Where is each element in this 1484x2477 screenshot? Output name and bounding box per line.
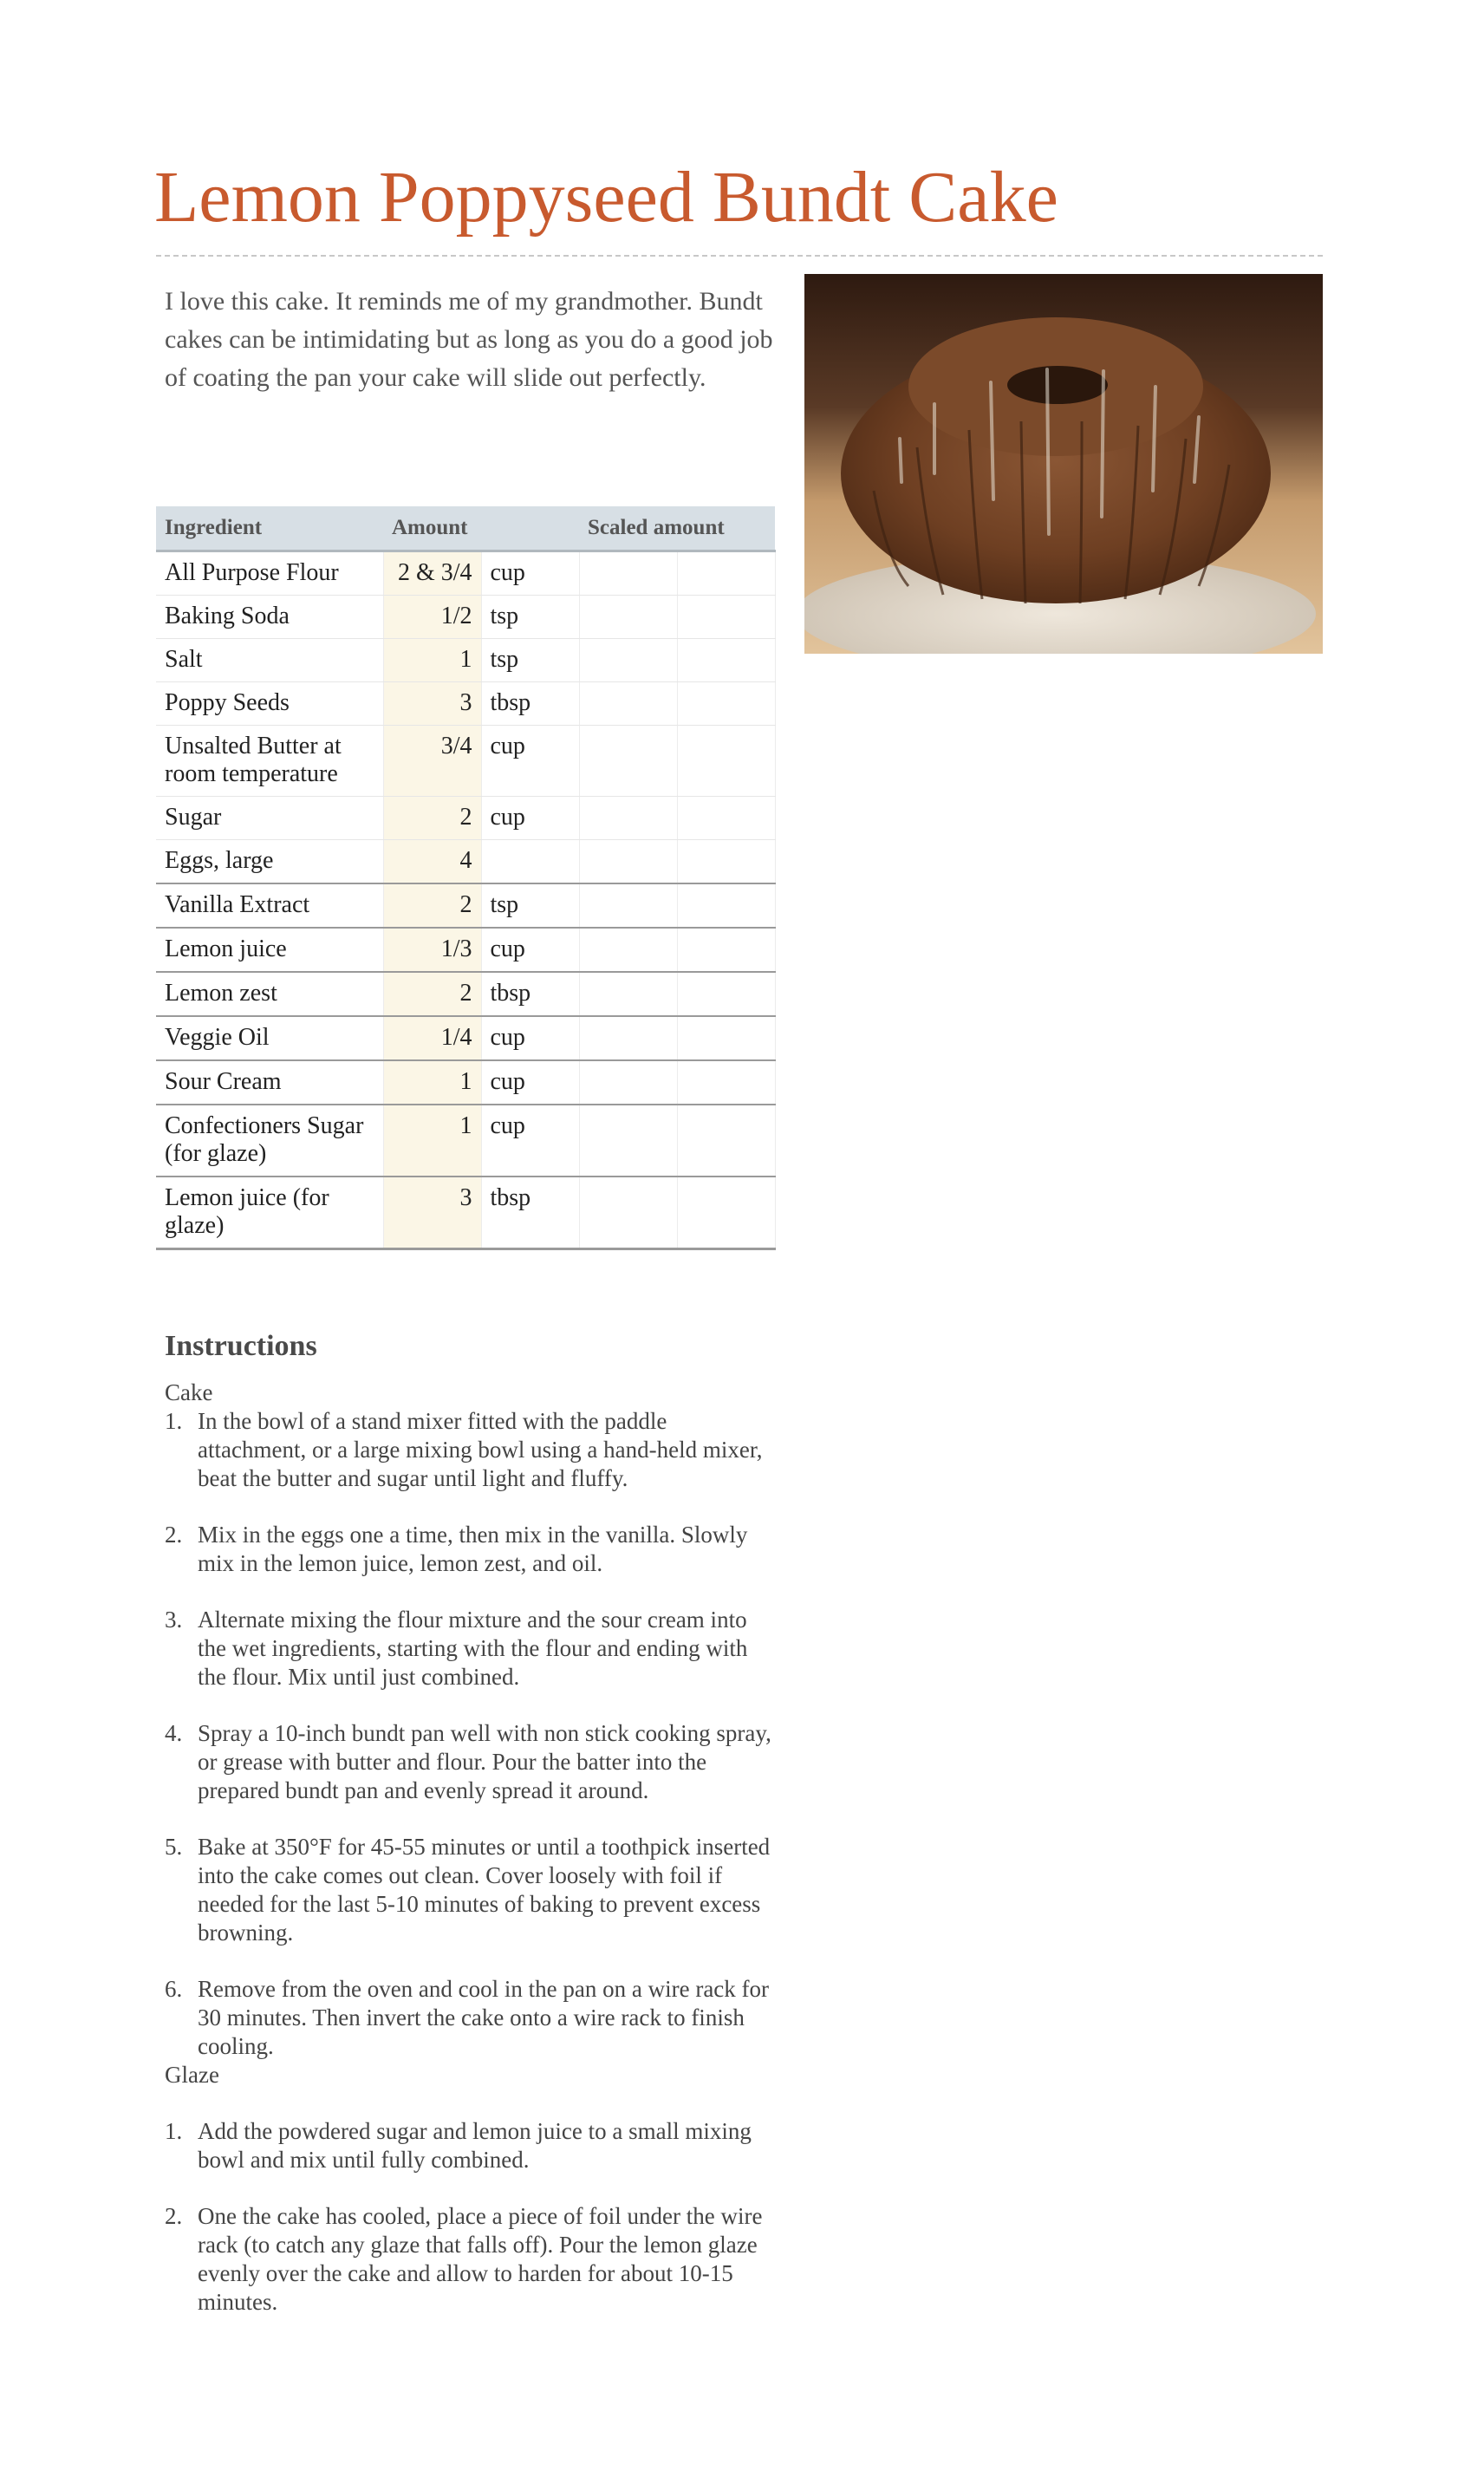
table-row [156, 682, 775, 726]
step-number: 2. [165, 2203, 183, 2229]
amount-cell: 4 [383, 840, 481, 884]
step-text: One the cake has cooled, place a piece of foil under the wire rack (to catch any glaze that falls off). Pour the lemon glaze evenly over the cake and allow to harden for about 10-15 minutes. [198, 2203, 763, 2315]
ingredient-cell: Confectioners Sugar (for glaze) [156, 1105, 383, 1177]
scaled-amount-cell [579, 883, 677, 928]
table-row [156, 726, 775, 797]
list-item [165, 1975, 771, 2061]
step-text: Remove from the oven and cool in the pan on a wire rack for 30 minutes. Then invert the cake onto a wire rack to finish cooling. [198, 1976, 770, 2059]
cake-steps-list [165, 1407, 771, 2061]
step-text: In the bowl of a stand mixer fitted with the paddle attachment, or a large mixing bowl using a hand-held mixer, beat the butter and sugar until light and fluffy. [198, 1408, 763, 1491]
unit-cell: tsp [481, 596, 579, 639]
unit-cell: tsp [481, 639, 579, 682]
amount-cell: 1/4 [383, 1016, 481, 1060]
amount-cell: 2 [383, 972, 481, 1016]
list-item [165, 1719, 771, 1805]
ingredient-cell: Baking Soda [156, 596, 383, 639]
scaled-unit-cell [677, 682, 775, 726]
unit-cell: cup [481, 928, 579, 972]
step-text: Spray a 10-inch bundt pan well with non stick cooking spray, or grease with butter and flour. Pour the batter into the prepared bundt pan and evenly spread it around. [198, 1720, 771, 1803]
glaze-steps-list [165, 2117, 771, 2317]
scaled-amount-cell [579, 596, 677, 639]
scaled-unit-cell [677, 840, 775, 884]
list-item [165, 1521, 771, 1578]
unit-cell: cup [481, 797, 579, 840]
scaled-unit-cell [677, 639, 775, 682]
scaled-unit-cell [677, 797, 775, 840]
step-number: 6. [165, 1976, 183, 2002]
scaled-unit-cell [677, 972, 775, 1016]
unit-cell: tbsp [481, 682, 579, 726]
scaled-unit-cell [677, 596, 775, 639]
step-number: 1. [165, 1408, 183, 1434]
step-number: 3. [165, 1607, 183, 1633]
amount-cell: 1 [383, 1105, 481, 1177]
ingredient-cell: Poppy Seeds [156, 682, 383, 726]
scaled-amount-header: Scaled amount [579, 506, 775, 551]
step-text: Bake at 350°F for 45-55 minutes or until a toothpick inserted into the cake comes out clean. Cover loosely with foil if needed for the last 5-10 minutes of baking to prevent excess browning. [198, 1834, 771, 1946]
list-item [165, 2117, 771, 2174]
ingredient-cell: Veggie Oil [156, 1016, 383, 1060]
scaled-amount-cell [579, 682, 677, 726]
scaled-unit-cell [677, 883, 775, 928]
list-item [165, 1407, 771, 1493]
ingredients-table [156, 506, 776, 1250]
glaze-section-label: Glaze [165, 2062, 219, 2088]
unit-cell [481, 840, 579, 884]
table-row [156, 840, 775, 884]
table-row [156, 1105, 775, 1177]
scaled-unit-cell [677, 1060, 775, 1105]
scaled-unit-cell [677, 1105, 775, 1177]
scaled-amount-cell [579, 928, 677, 972]
table-row [156, 972, 775, 1016]
ingredient-header: Ingredient [156, 506, 383, 551]
amount-cell: 3/4 [383, 726, 481, 797]
step-text: Add the powdered sugar and lemon juice to a small mixing bowl and mix until fully combined. [198, 2118, 752, 2173]
table-row [156, 883, 775, 928]
ingredient-cell: Eggs, large [156, 840, 383, 884]
scaled-unit-cell [677, 1016, 775, 1060]
scaled-amount-cell [579, 1016, 677, 1060]
list-item [165, 2202, 771, 2317]
table-row [156, 797, 775, 840]
unit-cell: cup [481, 726, 579, 797]
scaled-amount-cell [579, 551, 677, 596]
scaled-amount-cell [579, 1105, 677, 1177]
scaled-amount-cell [579, 639, 677, 682]
amount-cell: 2 [383, 883, 481, 928]
ingredient-cell: Unsalted Butter at room temperature [156, 726, 383, 797]
step-number: 1. [165, 2118, 183, 2144]
amount-cell: 2 & 3/4 [383, 551, 481, 596]
table-row [156, 596, 775, 639]
amount-cell: 3 [383, 682, 481, 726]
table-row [156, 639, 775, 682]
step-text: Alternate mixing the flour mixture and the sour cream into the wet ingredients, starting with the flour and ending with the flour. Mix until just combined. [198, 1607, 748, 1690]
ingredient-cell: Lemon juice [156, 928, 383, 972]
amount-header: Amount [383, 506, 579, 551]
table-row [156, 1177, 775, 1249]
ingredient-cell: Salt [156, 639, 383, 682]
scaled-amount-cell [579, 726, 677, 797]
unit-cell: cup [481, 1016, 579, 1060]
unit-cell: tbsp [481, 1177, 579, 1249]
scaled-amount-cell [579, 972, 677, 1016]
amount-cell: 1 [383, 639, 481, 682]
amount-cell: 1 [383, 1060, 481, 1105]
step-number: 2. [165, 1522, 183, 1548]
ingredient-cell: Vanilla Extract [156, 883, 383, 928]
scaled-unit-cell [677, 551, 775, 596]
step-text: Mix in the eggs one a time, then mix in the vanilla. Slowly mix in the lemon juice, lemon zest, and oil. [198, 1522, 748, 1576]
scaled-amount-cell [579, 1177, 677, 1249]
scaled-unit-cell [677, 1177, 775, 1249]
ingredient-cell: Sugar [156, 797, 383, 840]
recipe-title: Lemon Poppyseed Bundt Cake [154, 157, 1058, 238]
step-number: 5. [165, 1834, 183, 1860]
table-header-row [156, 506, 775, 551]
ingredient-cell: Lemon zest [156, 972, 383, 1016]
amount-cell: 1/3 [383, 928, 481, 972]
instructions-body [165, 1379, 771, 2344]
list-item [165, 1606, 771, 1692]
list-item [165, 1833, 771, 1947]
unit-cell: cup [481, 1060, 579, 1105]
table-row [156, 928, 775, 972]
cake-photo [804, 274, 1323, 654]
recipe-intro: I love this cake. It reminds me of my grandmother. Bundt cakes can be intimidating but as long as you do a good job of coating the pan your cake will slide out perfectly. [165, 287, 773, 392]
scaled-unit-cell [677, 928, 775, 972]
scaled-amount-cell [579, 797, 677, 840]
scaled-amount-cell [579, 840, 677, 884]
step-number: 4. [165, 1720, 183, 1746]
table-row [156, 551, 775, 596]
ingredient-cell: Lemon juice (for glaze) [156, 1177, 383, 1249]
scaled-amount-cell [579, 1060, 677, 1105]
instructions-heading: Instructions [165, 1330, 317, 1362]
amount-cell: 2 [383, 797, 481, 840]
table-row [156, 1016, 775, 1060]
unit-cell: tbsp [481, 972, 579, 1016]
ingredient-cell: All Purpose Flour [156, 551, 383, 596]
scaled-unit-cell [677, 726, 775, 797]
unit-cell: tsp [481, 883, 579, 928]
unit-cell: cup [481, 551, 579, 596]
cake-section-label: Cake [165, 1379, 213, 1405]
amount-cell: 1/2 [383, 596, 481, 639]
unit-cell: cup [481, 1105, 579, 1177]
ingredient-cell: Sour Cream [156, 1060, 383, 1105]
amount-cell: 3 [383, 1177, 481, 1249]
title-divider [156, 255, 1323, 257]
table-row [156, 1060, 775, 1105]
